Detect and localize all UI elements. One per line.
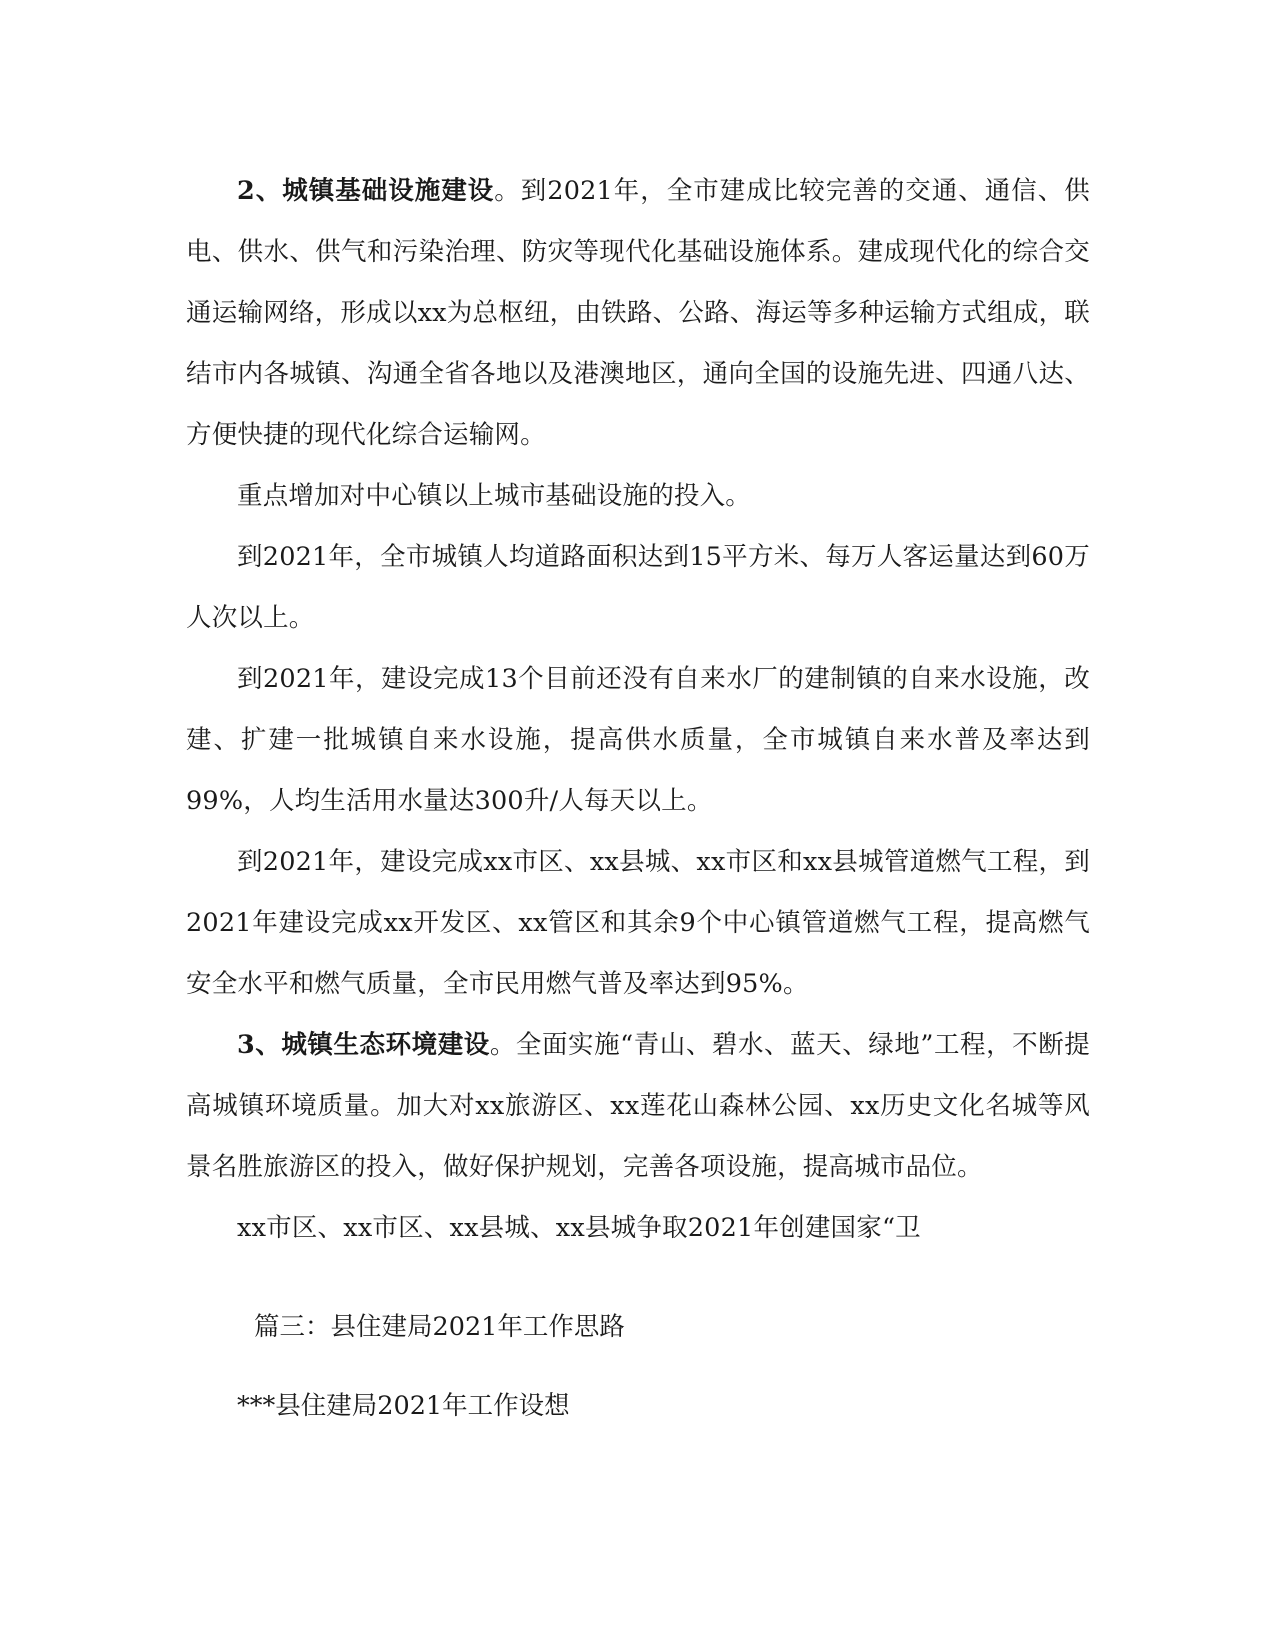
- paragraph-text: 到2021年，建设完成13个目前还没有自来水厂的建制镇的自来水设施，改建、扩建一批城镇自来水设施，提高供水质量，全市城镇自来水普及率达到99%，人均生活用水量达300升/人每天以上。: [186, 664, 1090, 816]
- chapter-subtitle: ***县住建局2021年工作设想: [237, 1391, 570, 1421]
- paragraph-investment: [186, 466, 1090, 527]
- document-page: [186, 161, 1090, 1437]
- paragraph-text: 到2021年，全市城镇人均道路面积达到15平方米、每万人客运量达到60万人次以上。: [186, 542, 1090, 633]
- section-heading-ecology: 3、城镇生态环境建设: [237, 1030, 490, 1060]
- paragraph-text: 到2021年，建设完成xx市区、xx县城、xx市区和xx县城管道燃气工程，到2021年建设完成xx开发区、xx管区和其余9个中心镇管道燃气工程，提高燃气安全水平和燃气质量，全市民用燃气普及率达到95%。: [186, 847, 1090, 999]
- paragraph-water: [186, 649, 1090, 832]
- paragraph-health-city: [186, 1198, 1090, 1259]
- paragraph-text: 。到2021年，全市建成比较完善的交通、通信、供电、供水、供气和污染治理、防灾等现代化基础设施体系。建成现代化的综合交通运输网络，形成以xx为总枢纽，由铁路、公路、海运等多种运输方式组成，联结市内各城镇、沟通全省各地以及港澳地区，通向全国的设施先进、四通八达、方便快捷的现代化综合运输网。: [186, 176, 1090, 450]
- paragraph-ecology: [186, 1015, 1090, 1198]
- paragraph-text: 。全面实施“青山、碧水、蓝天、绿地”工程，不断提高城镇环境质量。加大对xx旅游区、xx莲花山森林公园、xx历史文化名城等风景名胜旅游区的投入，做好保护规划，完善各项设施，提高城市品位。: [186, 1030, 1090, 1182]
- section-heading-infrastructure: 2、城镇基础设施建设: [237, 176, 495, 206]
- paragraph-text: xx市区、xx市区、xx县城、xx县城争取2021年创建国家“卫: [237, 1213, 921, 1243]
- chapter-title: 篇三：县住建局2021年工作思路: [254, 1312, 625, 1342]
- paragraph-gas: [186, 832, 1090, 1015]
- paragraph-roads: [186, 527, 1090, 649]
- paragraph-text: 重点增加对中心镇以上城市基础设施的投入。: [237, 481, 752, 511]
- paragraph-infrastructure: [186, 161, 1090, 466]
